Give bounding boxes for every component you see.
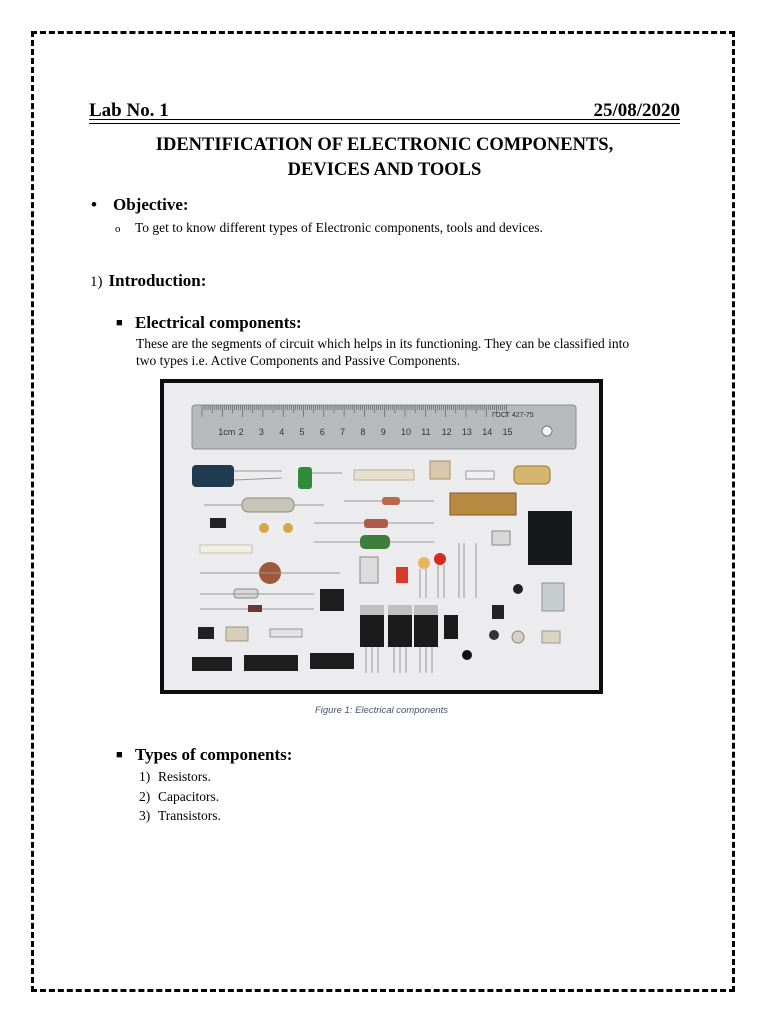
lab-number: Lab No. 1 (89, 100, 169, 121)
ruler-number: 10 (401, 427, 412, 437)
electrical-components-heading: Electrical components: (135, 313, 302, 332)
ruler-number: 1cm (218, 427, 236, 437)
list-item: 2) Capacitors. (139, 788, 220, 804)
paragraph-line-1: These are the segments of circuit which helps in its functioning. They can be classified into (136, 336, 630, 351)
header (89, 92, 680, 122)
square-bullet-icon: ■ (116, 317, 123, 329)
disc-bullet-icon: • (91, 195, 97, 214)
header-rule-thick (89, 119, 680, 120)
ruler-number: 4 (279, 427, 285, 437)
ruler-number: 2 (238, 427, 244, 437)
introduction-title: Introduction: (108, 271, 207, 290)
components-photo (164, 383, 599, 690)
types-heading-row (116, 745, 292, 765)
figure-caption: Figure 1: Electrical components (314, 705, 449, 716)
electrical-components-figure (160, 379, 603, 694)
types-heading: Types of components: (135, 745, 293, 764)
ruler-number: 13 (461, 427, 472, 437)
ruler-number: 9 (380, 427, 386, 437)
introduction-heading (90, 271, 206, 291)
header-rule-thin (89, 123, 680, 124)
ruler-number: 11 (421, 427, 431, 437)
ruler-number: 14 (482, 427, 493, 437)
electrical-components-heading-row (116, 313, 302, 333)
ruler-number: 7 (340, 427, 346, 437)
ruler-number: 3 (258, 427, 264, 437)
ruler-number: 15 (502, 427, 513, 437)
electrical-components-paragraph (136, 335, 684, 369)
list-item: 3) Transistors. (139, 808, 221, 823)
ruler-label: ГОСТ 427-75 (492, 412, 534, 419)
introduction-number: 1) (90, 274, 103, 290)
title-line-2: DEVICES AND TOOLS (287, 160, 482, 180)
list-item: 1) Resistors. (139, 769, 211, 784)
types-list (139, 767, 221, 826)
paragraph-line-2: two types i.e. Active Components and Passive Components. (136, 353, 460, 368)
ruler-number: 8 (360, 427, 366, 437)
title-line-1: IDENTIFICATION OF ELECTRONIC COMPONENTS, (155, 135, 614, 155)
objective-heading: Objective: (113, 195, 189, 214)
circle-bullet-icon: o (115, 223, 121, 235)
document-title (89, 133, 680, 183)
ruler-number: 6 (319, 427, 325, 437)
square-bullet-icon: ■ (116, 749, 123, 761)
ruler-number: 12 (441, 427, 452, 437)
ruler-number: 5 (299, 427, 305, 437)
objective-item (115, 220, 543, 236)
lab-date: 25/08/2020 (593, 100, 680, 121)
objective-heading-row (91, 195, 189, 215)
objective-item-text: To get to know different types of Electronic components, tools and devices. (135, 220, 543, 235)
